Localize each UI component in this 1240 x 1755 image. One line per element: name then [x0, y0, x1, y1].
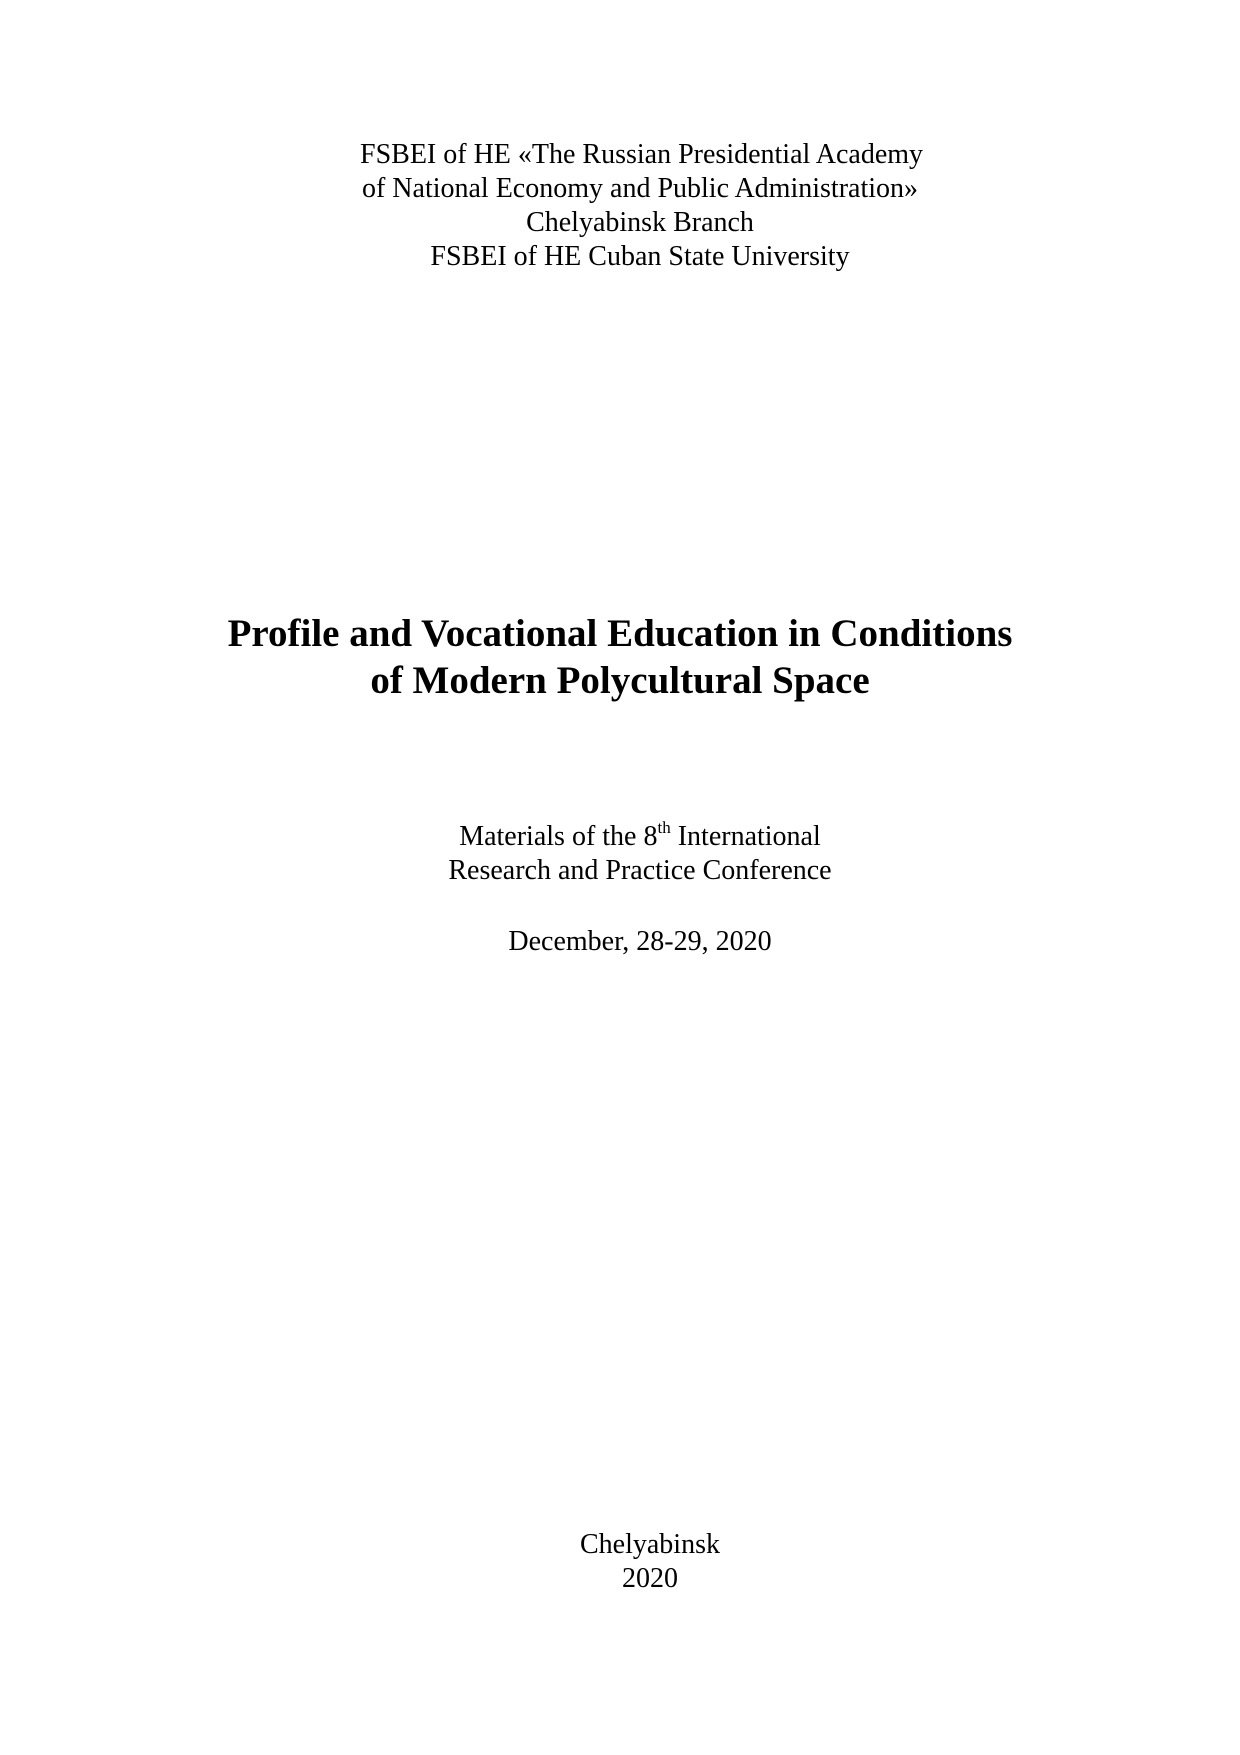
- title-line-1: Profile and Vocational Education in Conditions: [227, 612, 1013, 655]
- ordinal-superscript: th: [657, 817, 671, 837]
- imprint-city: Chelyabinsk: [580, 1529, 720, 1560]
- conference-materials: [300, 817, 980, 888]
- imprint-year: 2020: [622, 1563, 678, 1594]
- header-line-2: of National Economy and Public Administration»: [361, 173, 919, 204]
- materials-suffix: International: [670, 821, 821, 852]
- conference-date: December, 28-29, 2020: [508, 926, 772, 957]
- materials-line-2: Research and Practice Conference: [448, 855, 832, 886]
- institution-header: [360, 138, 924, 274]
- title-line-2: of Modern Polycultural Space: [370, 659, 870, 702]
- header-line-3: Chelyabinsk Branch: [526, 207, 754, 238]
- materials-prefix: Materials of the 8: [459, 821, 658, 852]
- header-line-1: FSBEI of HE «The Russian Presidential Academy: [360, 139, 924, 170]
- publication-imprint: [450, 1528, 850, 1596]
- materials-line-1: [300, 817, 980, 854]
- header-line-4: FSBEI of HE Cuban State University: [430, 241, 850, 272]
- document-title: [150, 610, 1090, 704]
